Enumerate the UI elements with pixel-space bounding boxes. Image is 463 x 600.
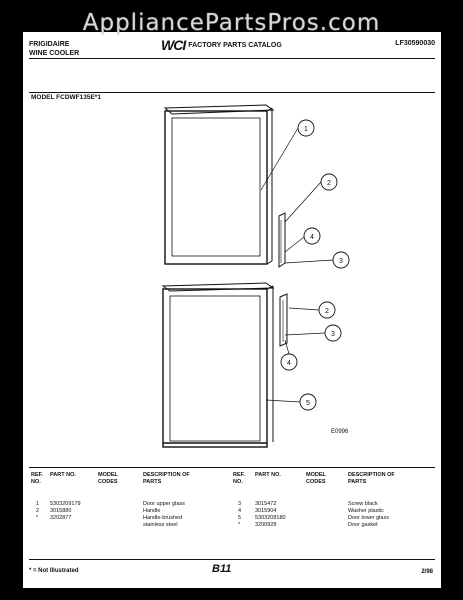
row-ref: 3: [238, 501, 242, 507]
exploded-diagram: [23, 32, 441, 452]
col-header-part: PART NO.: [50, 472, 76, 478]
col-header-model: MODEL CODES: [98, 472, 118, 485]
svg-text:3: 3: [339, 258, 343, 265]
footnote: * = Not Illustrated: [29, 568, 79, 574]
row-desc: Door upper glass: [143, 501, 185, 507]
row-desc: Handle-brushed: [143, 515, 183, 521]
callout-3-lower: [325, 325, 341, 341]
col-header-desc-2: DESCRIPTION OF PARTS: [348, 472, 395, 485]
row-part: 3015472: [255, 501, 277, 507]
row-part: 3200928: [255, 522, 277, 528]
catalog-number: LF30590030: [395, 40, 435, 47]
callout-3: [333, 252, 349, 268]
row-desc: stainless steel: [143, 522, 178, 528]
svg-text:2: 2: [327, 180, 331, 187]
callout-4-lower: [281, 354, 297, 370]
model-label: MODEL FCDWF135E*1: [31, 94, 101, 101]
row-part: 3015904: [255, 508, 277, 514]
col-header-part-2: PART NO.: [255, 472, 281, 478]
row-part: 5303208180: [255, 515, 286, 521]
row-desc: Door gasket: [348, 522, 378, 528]
callout-4: [304, 228, 320, 244]
catalog-title: FACTORY PARTS CATALOG: [188, 41, 282, 49]
row-part: 3015880: [50, 508, 72, 514]
brand-line-1: FRIGIDAIRE: [29, 41, 70, 48]
diagram-code: E0996: [331, 429, 349, 435]
callout-2-lower: [319, 302, 335, 318]
brand-line-2: WINE COOLER: [29, 50, 80, 57]
footer-rule: [29, 559, 435, 560]
svg-text:4: 4: [287, 360, 291, 367]
wci-logo: WCI: [161, 37, 186, 53]
row-desc: Door lower glass: [348, 515, 389, 521]
page-number: B11: [212, 563, 232, 575]
svg-text:5: 5: [306, 400, 310, 407]
col-header-desc: DESCRIPTION OF PARTS: [143, 472, 190, 485]
row-part: 5303209179: [50, 501, 81, 507]
row-ref: *: [36, 515, 39, 521]
lower-handle: [280, 294, 287, 346]
row-ref: 5: [238, 515, 242, 521]
svg-text:3: 3: [331, 331, 335, 338]
upper-door: [165, 105, 273, 264]
row-ref: *: [238, 522, 241, 528]
row-desc: Screw black: [348, 501, 378, 507]
svg-text:4: 4: [310, 234, 314, 241]
col-header-ref: REF. NO.: [31, 472, 43, 485]
row-part: 3202877: [50, 515, 72, 521]
row-ref: 1: [36, 501, 40, 507]
row-desc: Handle: [143, 508, 161, 514]
catalog-page: [23, 32, 441, 588]
row-desc: Washer plastic: [348, 508, 384, 514]
row-ref: 2: [36, 508, 40, 514]
svg-text:2: 2: [325, 308, 329, 315]
table-top-rule: [29, 467, 435, 468]
lower-door: [163, 283, 273, 447]
svg-text:1: 1: [304, 126, 308, 133]
watermark: AppliancePartsPros.com: [82, 10, 381, 36]
revision-date: 2/98: [421, 569, 433, 575]
col-header-model-2: MODEL CODES: [306, 472, 326, 485]
col-header-ref-2: REF. NO.: [233, 472, 245, 485]
upper-handle: [279, 213, 285, 267]
callout-2: [321, 174, 337, 190]
callout-1: [298, 120, 314, 136]
callout-5: [300, 394, 316, 410]
row-ref: 4: [238, 508, 242, 514]
